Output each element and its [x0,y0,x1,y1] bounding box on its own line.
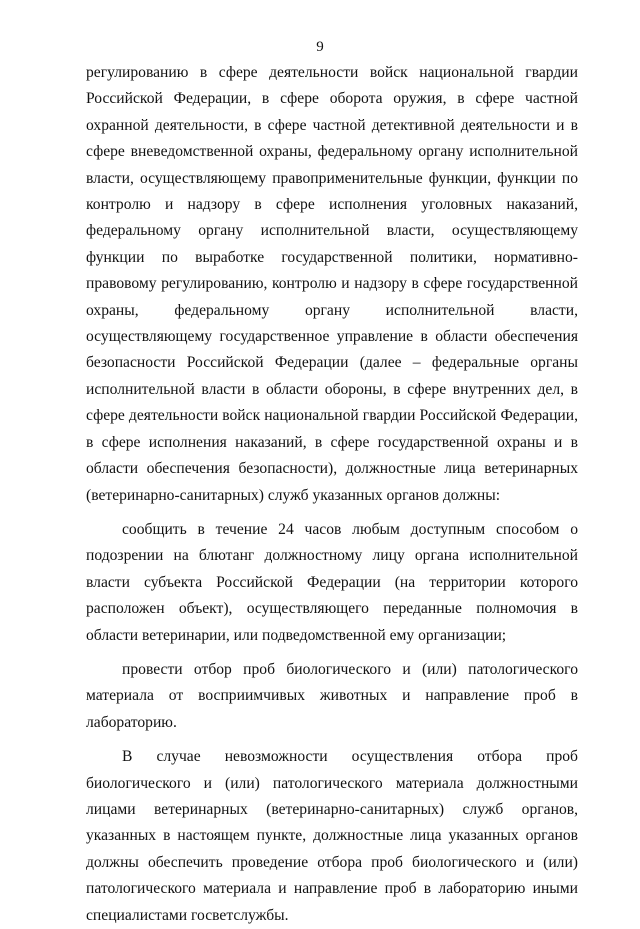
paragraph-notify: сообщить в течение 24 часов любым доступным способом о подозрении на блютанг должностному лицу органа исполнительной власти субъекта Российской Федерации (на территории которого расположен объект), осуществляющего переданные полномочия в области ветеринарии, или подведомственной ему организации; [86,520,578,644]
paragraph-alternative-sampling: В случае невозможности осуществления отбора проб биологического и (или) патологического материала должностными лицами ветеринарных (ветеринарно-санитарных) служб органов, указанных в настоящем пункте, должностные лица указанных органов должны обеспечить проведение отбора проб биологического и (или) патологического материала и направление проб в лабораторию иными специалистами госветслужбы. [86,748,578,924]
paragraph-sampling: провести отбор проб биологического и (или) патологического материала от восприимчивых животных и направление проб в лабораторию. [86,660,578,731]
document-body [86,60,578,929]
paragraph-continued: регулированию в сфере деятельности войск национальной гвардии Российской Федерации, в сфере оборота оружия, в сфере частной охранной деятельности, в сфере частной детективной деятельности и в сфере вневедомственной охраны, федеральному органу исполнительной власти, осуществляющему правоприменительные функции, функции по контролю и надзору в сфере исполнения уголовных наказаний, федеральному органу исполнительной власти, осуществляющему функции по выработке государственной политики, нормативно-правовому регулированию, контролю и надзору в сфере государственной охраны, федеральному органу исполнительной власти, осуществляющему государственное управление в области обеспечения безопасности Российской Федерации (далее – федеральные органы исполнительной власти в области обороны, в сфере внутренних дел, в сфере деятельности войск национальной гвардии Российской Федерации, в сфере исполнения наказаний, в сфере государственной охраны и в области обеспечения безопасности), должностные лица ветеринарных (ветеринарно-санитарных) служб указанных органов должны: [86,64,578,504]
page-number: 9 [316,39,324,55]
